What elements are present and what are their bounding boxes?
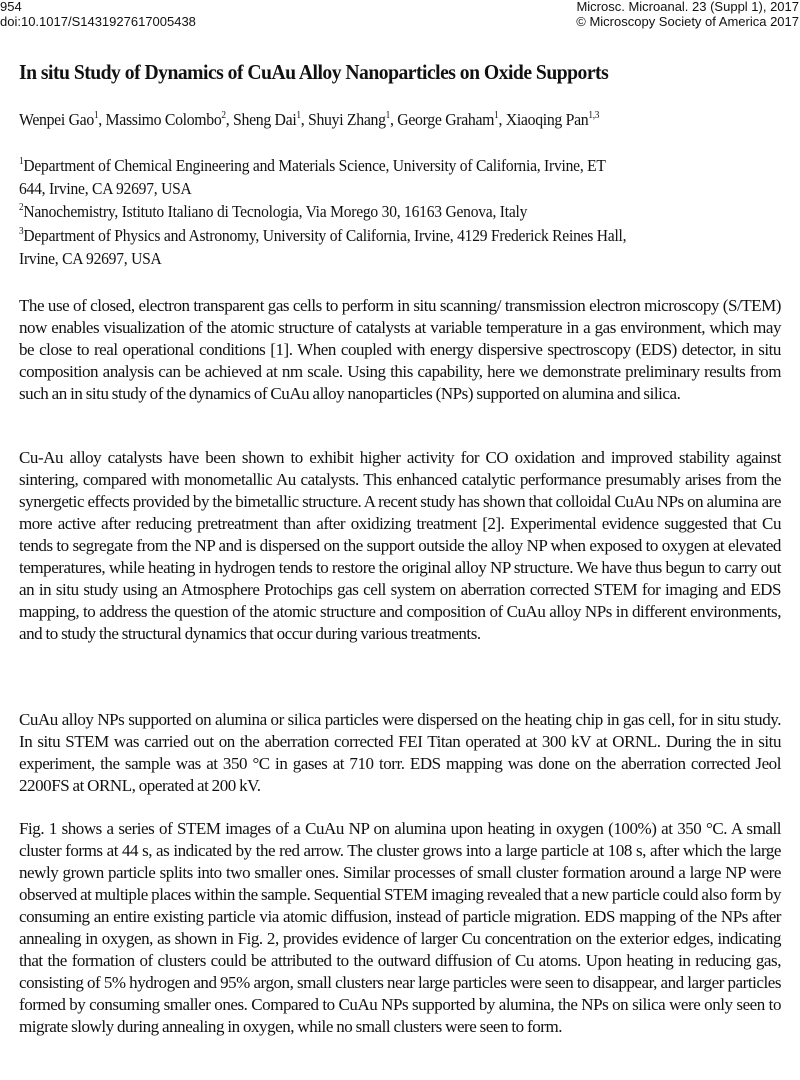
body-paragraph-results: Fig. 1 shows a series of STEM images of a CuAu NP on alumina upon heating in oxygen (100%) at 350 °C. A small cluster forms at 44 s, as indicated by the red arrow. The cluster grows into a large particle at 108 s, after which the large newly grown particle splits into two smaller ones. Similar processes of small cluster formation around a large NP were observed at multiple places within the sample. Sequential STEM imaging revealed that a new particle could also form by consuming an entire existing particle via atomic diffusion, instead of particle migration. EDS mapping of the NPs after annealing in oxygen, as shown in Fig. 2, provides evidence of larger Cu concentration on the exterior edges, indicating that the formation of clusters could be attributed to the outward diffusion of Cu atoms. Upon heating in reducing gas, consisting of 5% hydrogen and 95% argon, small clusters near large particles were seen to disappear, and larger particles formed by consuming smaller ones. Compared to CuAu NPs supported by alumina, the NPs on silica were only seen to migrate slowly during annealing in oxygen, while no small clusters were seen to form. [19,819,781,1036]
author-list: Wenpei Gao$^1$, Massimo Colombo$^2$, Sheng Dai$^1$, Shuyi Zhang$^1$, George Graham$^1$, Xiaoqing Pan$^{1,3}$ [19,110,600,129]
page-header-left [0,0,196,29]
author-name: George Graham [397,110,495,129]
body-paragraph-introduction: The use of closed, electron transparent gas cells to perform in situ scanning/ transmission electron microscopy (S/TEM) now enables visualization of the atomic structure of catalysts at variable temperature in a gas environment, which may be close to real operational conditions [1]. When coupled with energy dispersive spectroscopy (EDS) detector, in situ composition analysis can be achieved at nm scale. Using this capability, here we demonstrate preliminary results from such an in situ study of the dynamics of CuAu alloy nanoparticles (NPs) supported on alumina and silica. [19,296,781,403]
affiliation-text: Department of Chemical Engineering and Materials Science, University of California, Irvine, ET [23,156,606,175]
author-affiliation-mark: 1 [93,110,99,121]
author-name: Massimo Colombo [105,110,222,129]
copyright-notice: © Microscopy Society of America 2017 [576,14,799,29]
author-name: Shuyi Zhang [308,110,386,129]
affiliation-text-continued: Irvine, CA 92697, USA [19,248,162,268]
affiliation-text-continued: 644, Irvine, CA 92697, USA [19,179,192,199]
author-affiliation-mark: 2 [221,110,226,121]
body-paragraph-background: Cu-Au alloy catalysts have been shown to exhibit higher activity for CO oxidation and improved stability against sintering, compared with monometallic Au catalysts. This enhanced catalytic performance presumably arises from the synergetic effects provided by the bimetallic structure. A recent study has shown that colloidal CuAu NPs on alumina are more active after reducing pretreatment than after oxidizing treatment [2]. Experimental evidence suggested that Cu tends to segregate from the NP and is dispersed on the support outside the alloy NP when exposed to oxygen at elevated temperatures, while heating in hydrogen tends to restore the original alloy NP structure. We have thus begun to carry out an in situ study using an Atmosphere Protochips gas cell system on aberration corrected STEM for imaging and EDS mapping, to address the question of the atomic structure and composition of CuAu alloy NPs in different environments, and to study the structural dynamics that occur during various treatments. [19,448,781,643]
affiliation-2 [19,200,799,223]
journal-citation: Microsc. Microanal. 23 (Suppl 1), 2017 [576,0,799,14]
body-paragraph-methods: CuAu alloy NPs supported on alumina or silica particles were dispersed on the heating chip in gas cell, for in situ study. In situ STEM was carried out on the aberration corrected FEI Titan operated at 300 kV at ORNL. During the in situ experiment, the sample was at 350 °C in gases at 710 torr. EDS mapping was done on the aberration corrected Jeol 2200FS at ORNL, operated at 200 kV. [19,710,781,795]
affiliation-3 [19,224,799,270]
doi[interactable]: doi:10.1017/S1431927617005438 [0,14,196,29]
author-affiliation-mark: 1 [494,110,499,121]
affiliation-1 [19,154,799,200]
author-affiliation-mark: 1,3 [588,110,600,121]
author-affiliation-mark: 1 [296,110,301,121]
author-name: Xiaoqing Pan [505,110,589,129]
author-name: Sheng Dai [233,110,297,129]
author-name: Wenpei Gao [19,110,94,129]
affiliation-list [19,154,800,270]
affiliation-text: Nanochemistry, Istituto Italiano di Tecnologia, Via Morego 30, 16163 Genova, Italy [23,202,528,222]
paper-title: In situ Study of Dynamics of CuAu Alloy Nanoparticles on Oxide Supports [19,60,609,84]
affiliation-number: 3 [19,225,24,237]
author-affiliation-mark: 1 [385,110,391,121]
page-header-right [576,0,799,29]
page-number: 954 [0,0,22,14]
affiliation-text: Department of Physics and Astronomy, University of California, Irvine, 4129 Frederick Reines Hall, [23,225,627,245]
affiliation-number: 1 [19,156,24,167]
affiliation-number: 2 [19,202,24,214]
